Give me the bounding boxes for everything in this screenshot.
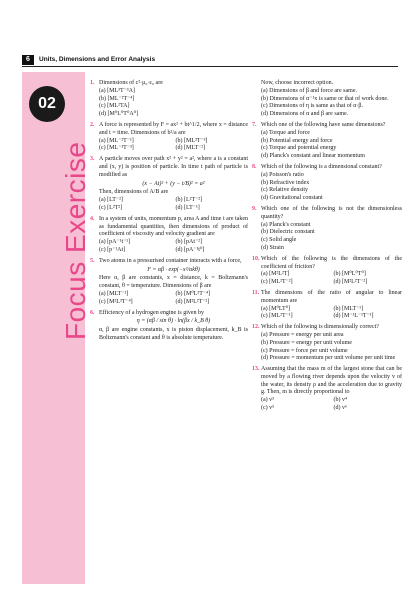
answer-option: (d) [LT⁻¹] — [175, 204, 200, 211]
answer-option: (d) Pressure = momentum per unit volume per unit time — [261, 355, 396, 362]
question-text: Efficiency of a hydrogen engine is given by — [99, 309, 205, 316]
options-list — [99, 239, 248, 255]
question-continuation: Here α, β are constants, x = distance, k = Boltzmann's constant, θ = temperature. Dimensions of β are — [99, 275, 248, 290]
answer-option: (b) [pAt⁻²] — [175, 239, 202, 246]
question-number: 3. — [90, 156, 95, 163]
answer-option: (b) [M⁰L⁰T⁰] — [333, 271, 366, 278]
question-text: The dimensions of the ratio of angular to linear momentum are — [261, 289, 402, 304]
options-list — [261, 397, 402, 413]
options-list — [261, 306, 402, 322]
question-number: 13. — [252, 366, 260, 373]
question-item — [252, 80, 402, 119]
question-number: 4. — [90, 215, 95, 222]
question-number: 9. — [252, 205, 257, 212]
answer-option: (c) Relative density — [261, 187, 308, 194]
answer-option: (a) [M²L²T] — [261, 271, 290, 278]
section-title: Focus Exercise — [60, 141, 91, 340]
answer-option: (d) [M²L²T⁻²] — [175, 298, 210, 305]
answer-option: (a) [pA⁻¹t⁻¹] — [99, 239, 131, 246]
answer-option: (c) [p⁻¹At] — [99, 246, 126, 253]
answer-option: (a) [M⁰LT⁰] — [261, 305, 291, 312]
answer-option: (b) Potential energy and force — [261, 137, 333, 144]
options-list — [261, 222, 402, 253]
question-text: Now, choose incorrect option. — [261, 80, 334, 86]
question-number: 5. — [90, 257, 95, 264]
page-header — [0, 0, 416, 62]
question-continuation: α, β are engine constants, x is piston displacement, k_B is Boltzmann's constant and θ is absolute temperature. — [99, 327, 248, 341]
options-list — [261, 332, 402, 363]
page-number: 6 — [22, 55, 34, 65]
question-item — [252, 290, 402, 321]
answer-option: (a) Poisson's ratio — [261, 171, 304, 178]
question-item — [252, 206, 402, 253]
answer-option: (a) Torque and force — [261, 129, 310, 136]
answer-option: (a) [MLT⁻²] — [99, 290, 129, 297]
answer-option: (a) Pressure = energy per unit area — [261, 331, 344, 338]
answer-option: (c) Pressure = force per unit volume — [261, 347, 348, 354]
answer-option: (c) [M²L³T⁻⁴] — [99, 298, 133, 305]
question-item — [252, 164, 402, 203]
question-number: 12. — [252, 324, 260, 331]
question-number: 10. — [252, 255, 260, 262]
answer-option: (d) v⁶ — [333, 405, 348, 412]
answer-option: (b) v⁴ — [333, 397, 348, 404]
question-formula: η = (αβ / sin θ) · ln(βx / k_B θ) — [136, 318, 211, 325]
question-item — [90, 80, 248, 119]
question-text: Which of the following is a dimensional constant? — [261, 163, 382, 170]
answer-option: (b) Pressure = energy per unit volume — [261, 339, 352, 346]
answer-option: (c) [L²T²] — [99, 204, 123, 211]
question-formula: (x − At)² + (y − t/B)² = a² — [142, 180, 205, 187]
question-text: Which of the following is the dimensions of the coefficient of friction? — [261, 255, 402, 270]
options-list — [99, 291, 248, 307]
answer-option: (c) Solid angle — [261, 237, 297, 244]
question-text: Which of the following is dimensionally correct? — [261, 324, 379, 331]
question-number: 6. — [90, 309, 95, 316]
answer-option: (c) Torque and potential energy — [261, 145, 337, 152]
options-list — [261, 271, 402, 287]
question-formula: F = αβ · exp(−x²/αkθ) — [147, 266, 200, 273]
answer-option: (a) [ML³T⁻³A] — [99, 87, 135, 94]
question-text: A particle moves over path x² + y² = a², where a is a constant and (x, y) is position of particle. In time t path of particle is modified as — [99, 156, 248, 178]
question-item — [252, 366, 402, 413]
answer-option: (b) [ML⁻²T⁻⁴] — [99, 95, 135, 102]
options-list — [261, 130, 402, 161]
question-item — [90, 216, 248, 255]
answer-option: (a) Planck's constant — [261, 221, 311, 228]
question-item — [90, 156, 248, 213]
answer-option: (a) v³ — [261, 397, 274, 404]
answer-option: (d) [pA⁻¹t⁰] — [175, 246, 205, 253]
right-column — [252, 80, 402, 416]
question-item — [252, 122, 402, 161]
answer-option: (d) Dimensions of α and β are same. — [261, 111, 349, 118]
question-item — [90, 258, 248, 307]
answer-option: (a) [ML⁻²T⁻¹] — [99, 137, 134, 144]
answer-option: (b) [M⁰L²T⁻⁴] — [175, 290, 211, 297]
answer-option: (c) v⁵ — [261, 405, 275, 412]
question-item — [252, 324, 402, 363]
question-text: Two atoms in a pressurised container interacts with a force, — [99, 257, 242, 264]
left-column — [90, 80, 248, 346]
options-list — [99, 197, 248, 213]
question-number: 11. — [252, 289, 260, 296]
header-divider — [22, 66, 398, 67]
question-text: Dimensions of c²·μ₀·ε₀ are — [99, 80, 163, 86]
chapter-title: Units, Dimensions and Error Analysis — [39, 56, 156, 63]
options-list — [261, 88, 402, 119]
answer-option: (b) [MLT⁻¹] — [333, 305, 364, 312]
question-text: A force is represented by F = ax² + bt^1/2, where x = distance and t = time. Dimensions of b²/a are — [99, 121, 248, 136]
answer-option: (b) Dimensions of α⁻¹x is same or that of work done. — [261, 95, 389, 102]
answer-option: (c) [ML²T⁻¹] — [261, 313, 293, 320]
answer-option: (c) [ML⁻³T⁻³] — [99, 145, 134, 152]
answer-option: (a) [LT⁻²] — [99, 197, 123, 204]
answer-option: (d) Gravitational constant — [261, 195, 323, 202]
answer-option: (b) Dielectric constant — [261, 229, 315, 236]
answer-option: (d) [MLT⁻²] — [175, 145, 206, 152]
question-continuation: Then, dimensions of A/B are — [99, 189, 169, 196]
answer-option: (c) Dimensions of η is same as that of α·β. — [261, 103, 363, 110]
question-number: 2. — [90, 121, 95, 128]
question-number: 7. — [252, 121, 257, 128]
answer-option: (d) [M⁰L⁰T⁰A⁰] — [99, 111, 139, 118]
answer-option: (b) Refractive index — [261, 179, 310, 186]
answer-option: (d) [M⁻¹L⁻¹T⁻¹] — [333, 313, 374, 320]
question-item — [252, 256, 402, 287]
options-list — [99, 88, 248, 119]
question-text: In a system of units, momentum p, area A and time t are taken as fundamental quantities, then dimensions of product of coefficient of viscosity and velocity gradient are — [99, 215, 248, 238]
answer-option: (d) Strain — [261, 244, 284, 251]
options-list — [261, 172, 402, 203]
answer-option: (c) [ML²T⁻²] — [261, 279, 293, 286]
question-item — [90, 310, 248, 343]
question-item — [90, 122, 248, 153]
question-text: Assuming that the mass m of the largest stone that can be moved by a flowing river depends upon the velocity v of the water, its density ρ and the acceleration due to gravity g. Then, m is directly proportional to — [261, 366, 402, 396]
answer-option: (a) Dimensions of β and force are same. — [261, 87, 358, 94]
question-text: Which one of the following is not the dimensionless quantity? — [261, 205, 402, 220]
answer-option: (d) [M²L²T⁻²] — [333, 279, 368, 286]
question-text: Which one of the following have same dimensions? — [261, 121, 386, 128]
answer-option: (c) [ML²TA] — [99, 103, 130, 110]
answer-option: (b) [ML³T⁻³] — [175, 137, 208, 144]
answer-option: (b) [L²T⁻²] — [175, 197, 203, 204]
options-list — [99, 138, 248, 154]
question-number: 1. — [90, 80, 95, 86]
answer-option: (d) Planck's constant and linear momentum — [261, 153, 365, 160]
exercise-badge: 02 — [29, 86, 65, 122]
question-number: 8. — [252, 163, 257, 170]
